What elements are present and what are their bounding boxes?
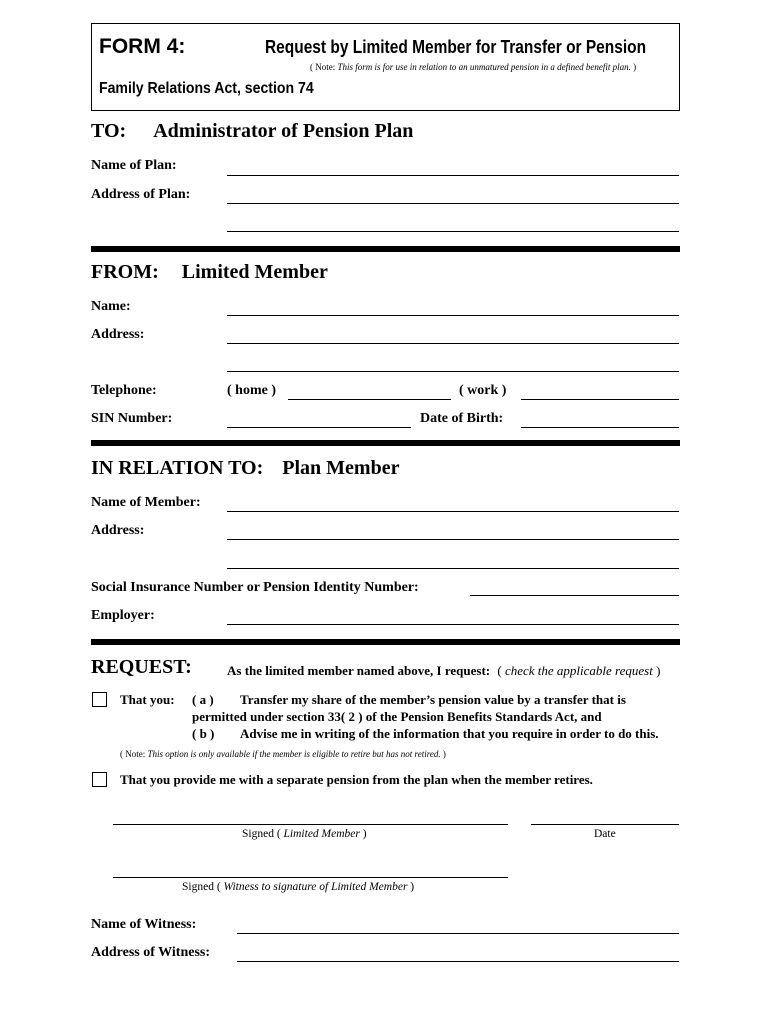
member-signature-caption [242,828,367,840]
note-text: This form is for use in relation to an unmatured pension in a defined benefit plan. [337,62,631,72]
member-name-label: Name: [91,299,131,314]
sin-pension-label: Social Insurance Number or Pension Identity Number: [91,580,419,595]
form-note [310,62,636,72]
relation-prefix: IN RELATION TO: [91,457,264,479]
home-phone-field[interactable] [288,399,451,400]
request-heading: REQUEST: [91,656,192,678]
to-title: Administrator of Pension Plan [153,120,414,142]
note-open: ( Note: [310,62,336,72]
member-signature-field[interactable] [113,824,508,825]
witness-signature-field[interactable] [113,877,508,878]
from-title: Limited Member [181,261,328,283]
witness-name-field[interactable] [237,933,679,934]
request-intro-text: As the limited member named above, I request: [227,663,491,678]
employer-label: Employer: [91,608,155,623]
witness-name-label: Name of Witness: [91,917,197,932]
request-hint-text: check the applicable request [504,663,653,678]
name-of-plan-label: Name of Plan: [91,158,177,173]
telephone-label: Telephone: [91,383,157,398]
member-address-label: Address: [91,327,145,342]
option1-a-marker: ( a ) [192,692,214,707]
dob-label: Date of Birth: [420,411,504,426]
relation-title: Plan Member [282,457,400,479]
plan-member-name-label: Name of Member: [91,495,201,510]
option1-a-line2: permitted under section 33( 2 ) of the Pension Benefits Standards Act, and [192,709,602,724]
sin-pension-field[interactable] [470,595,679,596]
form-title: Request by Limited Member for Transfer or Pension [265,37,647,57]
to-prefix: TO: [91,120,127,142]
signed-prefix: Signed ( [242,828,281,840]
plan-member-address-field-2[interactable] [227,568,679,569]
option2-checkbox[interactable] [92,772,107,787]
work-phone-field[interactable] [521,399,679,400]
witness-prefix: Signed ( [182,881,221,893]
date-caption: Date [594,828,616,840]
witness-suffix: ) [410,881,415,893]
section-divider [91,246,680,252]
address-of-plan-field-1[interactable] [227,203,679,204]
work-label: ( work ) [459,383,507,398]
form-number: FORM 4: [99,35,186,58]
option1-label: That you: [120,692,175,707]
form-act: Family Relations Act, section 74 [99,80,314,97]
dob-field[interactable] [521,427,679,428]
option1-checkbox[interactable] [92,692,107,707]
option1-a-line1: Transfer my share of the member’s pension value by a transfer that is [240,692,626,707]
witness-text: Witness to signature of Limited Member [223,881,408,893]
member-address-field-1[interactable] [227,343,679,344]
employer-field[interactable] [227,624,679,625]
sin-label: SIN Number: [91,411,173,426]
signed-member: Limited Member [283,828,360,840]
plan-member-address-field-1[interactable] [227,539,679,540]
home-label: ( home ) [227,383,276,398]
plan-member-name-field[interactable] [227,511,679,512]
section-divider [91,639,680,645]
option2-text: That you provide me with a separate pension from the plan when the member retires. [120,772,593,787]
option1-b-marker: ( b ) [192,726,215,741]
option1-note-text: This option is only available if the member is eligible to retire but has not retired. [147,749,441,759]
option1-note-close: ) [442,749,446,759]
signed-suffix: ) [362,828,367,840]
member-name-field[interactable] [227,315,679,316]
sin-field[interactable] [227,427,411,428]
from-heading [91,261,328,284]
plan-member-address-label: Address: [91,523,145,538]
from-prefix: FROM: [91,261,159,283]
to-heading [91,120,413,143]
option1-note-open: ( Note: [120,749,146,759]
request-intro [227,663,660,679]
note-close: ) [633,62,637,72]
witness-address-field[interactable] [237,961,679,962]
member-address-field-2[interactable] [227,371,679,372]
name-of-plan-field[interactable] [227,175,679,176]
option1-note [120,749,446,759]
address-of-plan-label: Address of Plan: [91,187,191,202]
witness-address-label: Address of Witness: [91,945,211,960]
request-hint: ( check the applicable request ) [497,663,661,678]
address-of-plan-field-2[interactable] [227,231,679,232]
witness-signature-caption [182,881,414,893]
date-field[interactable] [531,824,679,825]
option1-b-text: Advise me in writing of the information that you require in order to do this. [240,726,659,741]
section-divider [91,440,680,446]
relation-heading [91,457,399,480]
